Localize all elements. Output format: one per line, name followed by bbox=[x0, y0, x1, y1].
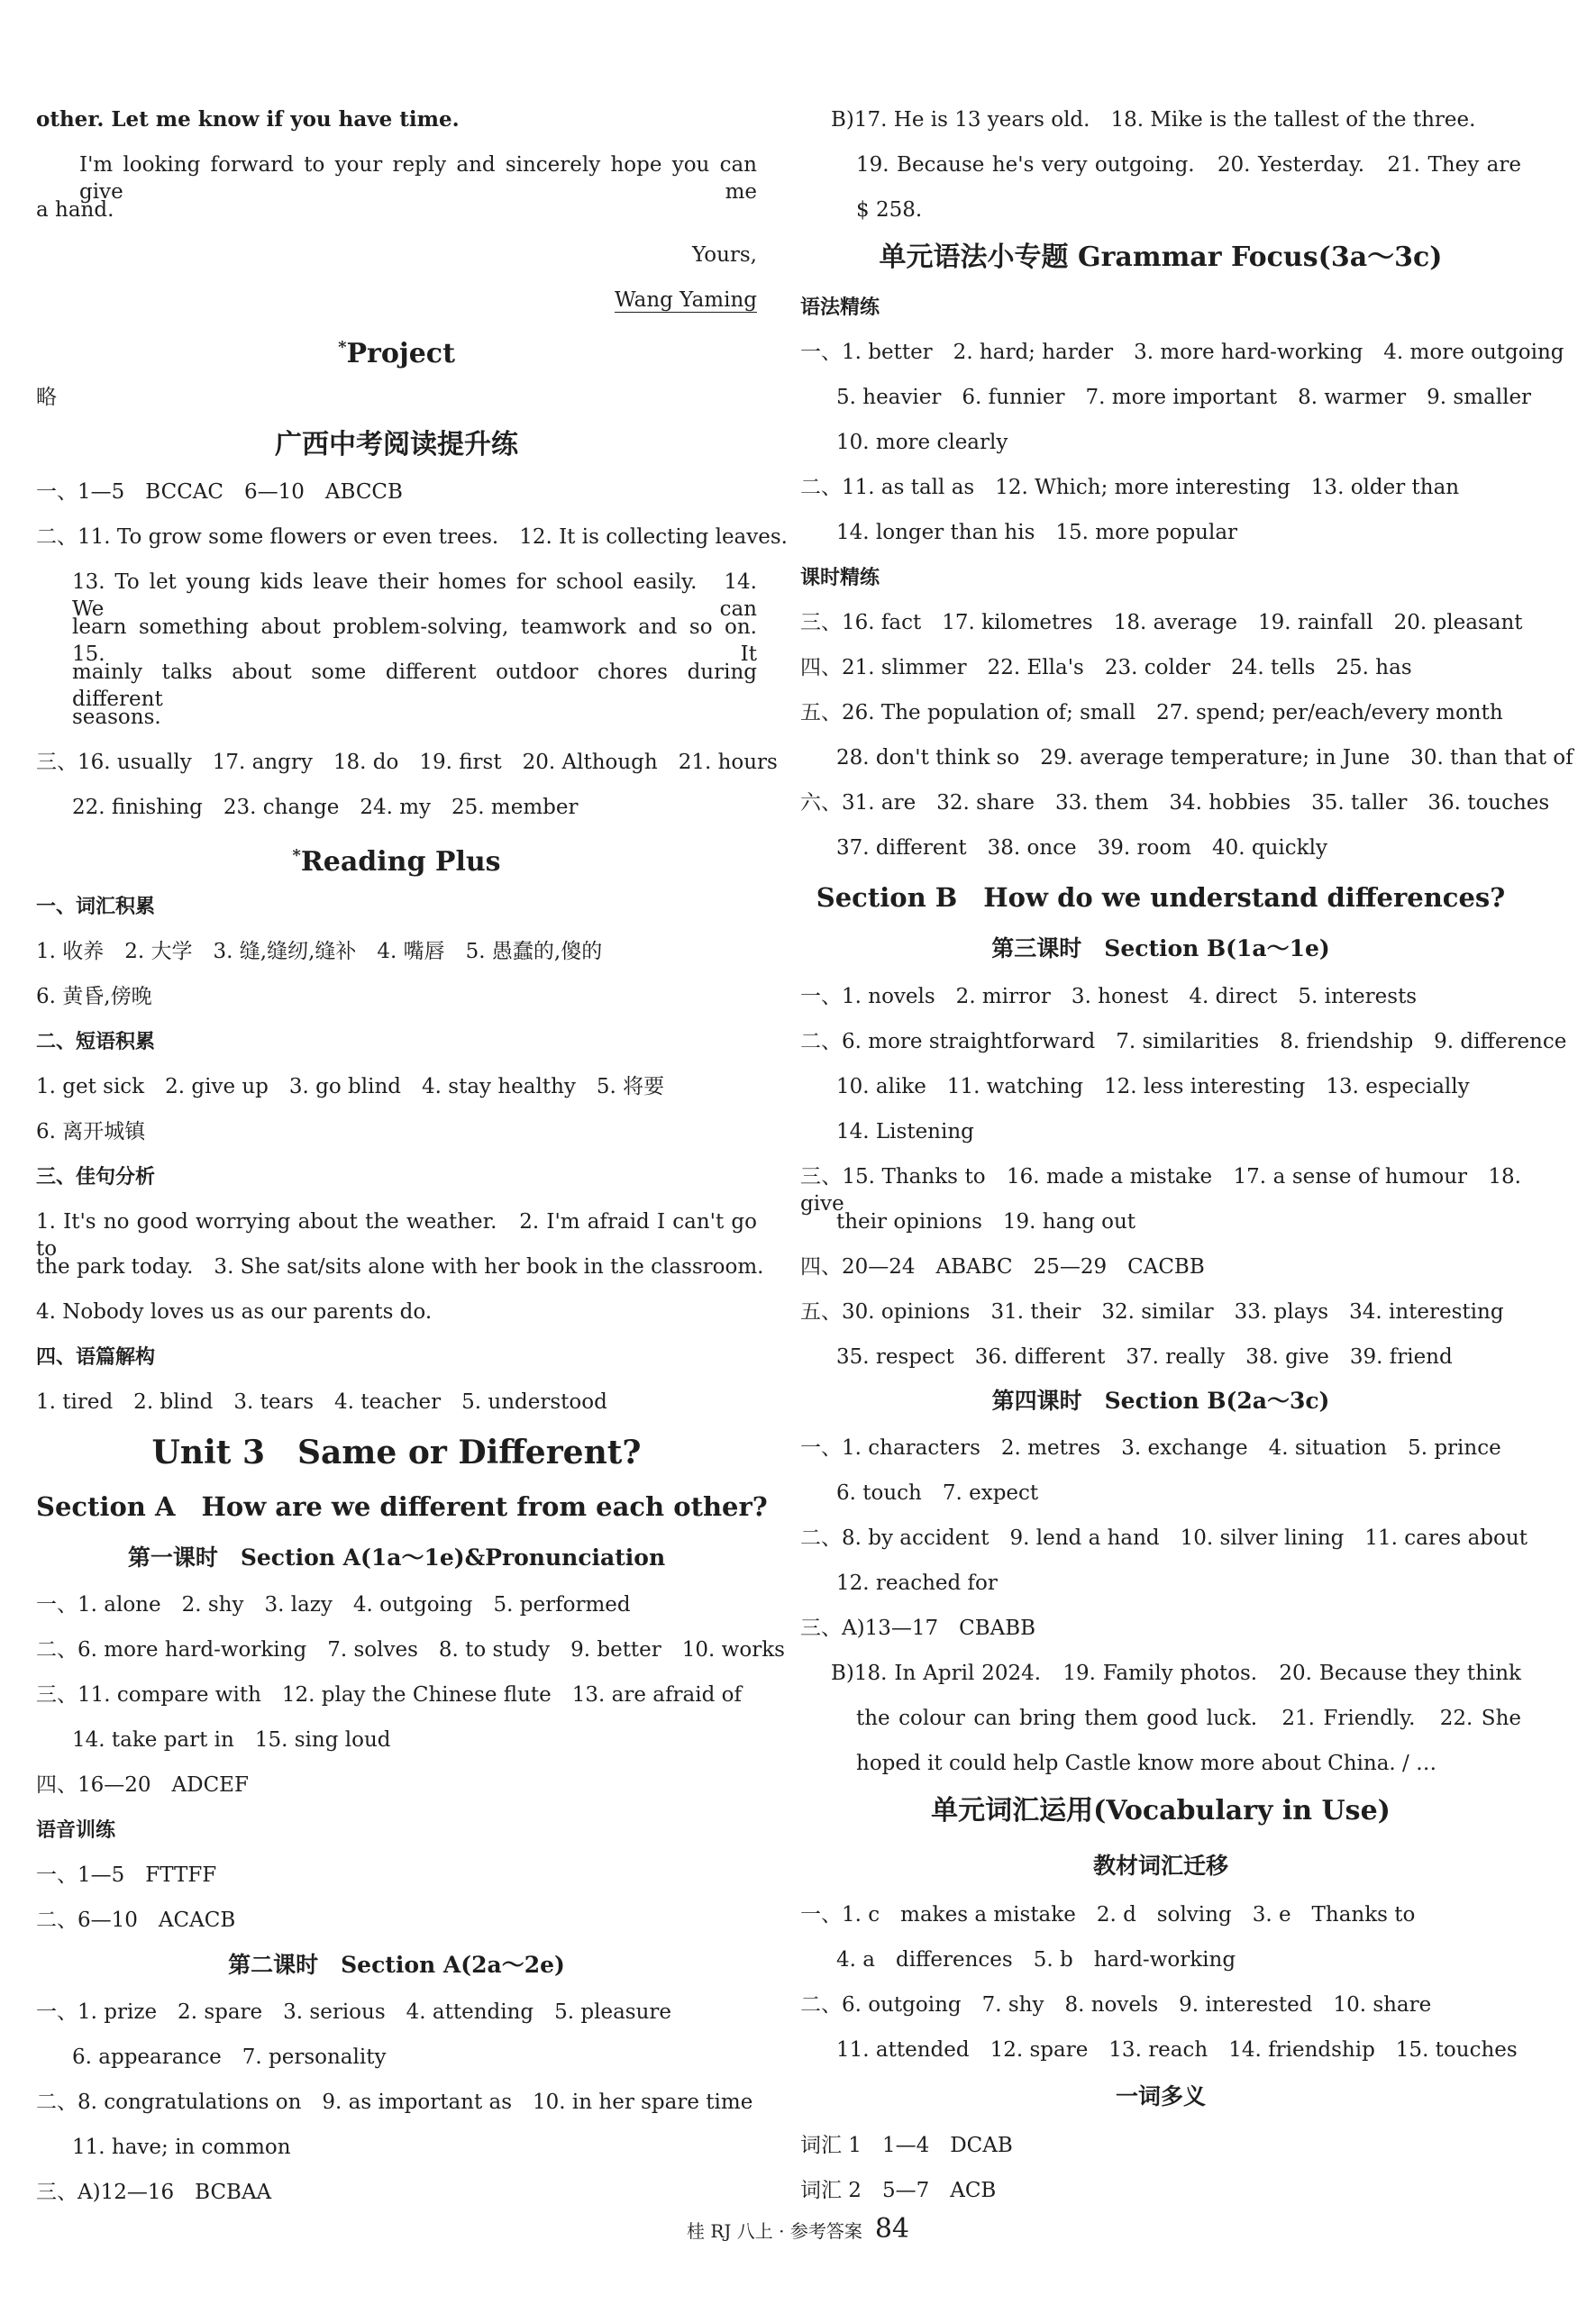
footer-text: 桂 RJ 八上 · 参考答案 bbox=[686, 2220, 862, 2242]
answer-line: the colour can bring them good luck. 21. Friendly. 22. She bbox=[856, 1707, 1521, 1730]
answer-line: 二、6. outgoing 7. shy 8. novels 9. interested 10. share bbox=[800, 1993, 1432, 2017]
letter-line: other. Let me know if you have time. bbox=[36, 107, 460, 132]
subsection-label: 语音训练 bbox=[36, 1818, 116, 1842]
reading-plus-heading: *Reading Plus bbox=[292, 846, 501, 878]
letter-signature: Wang Yaming bbox=[614, 288, 757, 312]
answer-line: 35. respect 36. different 37. really 38. give 39. friend bbox=[836, 1345, 1453, 1369]
answer-line: 四、20—24 ABABC 25—29 CACBB bbox=[800, 1255, 1205, 1279]
answer-line: mainly talks about some different outdoor chores during different bbox=[72, 660, 757, 711]
answer-line: 28. don't think so 29. average temperature; in June 30. than that of bbox=[836, 746, 1573, 770]
answer-line: 二、8. congratulations on 9. as important as 10. in her spare time bbox=[36, 2091, 753, 2114]
answer-line: 1. 收养 2. 大学 3. 缝,缝纫,缝补 4. 嘴唇 5. 愚蠢的,傻的 bbox=[36, 940, 603, 963]
unit-title: Unit 3 Same or Different? bbox=[151, 1434, 642, 1471]
answer-line: 14. longer than his 15. more popular bbox=[836, 521, 1238, 544]
answer-line: 一、1. prize 2. spare 3. serious 4. attending 5. pleasure bbox=[36, 2000, 672, 2024]
answer-line: 五、30. opinions 31. their 32. similar 33. plays 34. interesting bbox=[800, 1300, 1504, 1324]
answer-line: 三、15. Thanks to 16. made a mistake 17. a sense of humour 18. give bbox=[800, 1165, 1521, 1216]
answer-line: 三、A)12—16 BCBAA bbox=[36, 2181, 272, 2204]
lesson-heading: 第二课时 Section A(2a～2e) bbox=[228, 1952, 565, 1978]
answer-line: seasons. bbox=[72, 706, 161, 729]
answer-line: their opinions 19. hang out bbox=[836, 1210, 1136, 1234]
answer-line: 11. have; in common bbox=[72, 2136, 291, 2159]
answer-line: 6. 离开城镇 bbox=[36, 1120, 146, 1143]
project-body: 略 bbox=[36, 386, 57, 409]
answer-line: 二、6. more straightforward 7. similarities 8. friendship 9. difference bbox=[800, 1030, 1567, 1053]
page-footer bbox=[0, 2213, 1596, 2245]
polysemy-heading: 一词多义 bbox=[1115, 2083, 1206, 2109]
letter-line: a hand. bbox=[36, 198, 114, 222]
grammar-heading: 单元语法小专题 Grammar Focus(3a～3c) bbox=[879, 241, 1443, 273]
answer-line: 一、1. alone 2. shy 3. lazy 4. outgoing 5. performed bbox=[36, 1593, 631, 1617]
answer-line: 二、11. as tall as 12. Which; more interesting 13. older than bbox=[800, 476, 1460, 499]
lesson-heading: 第三课时 Section B(1a～1e) bbox=[991, 935, 1330, 961]
answer-line: 11. attended 12. spare 13. reach 14. friendship 15. touches bbox=[836, 2038, 1518, 2062]
answer-line: 22. finishing 23. change 24. my 25. member bbox=[72, 796, 579, 819]
answer-line: 10. alike 11. watching 12. less interesting 13. especially bbox=[836, 1075, 1470, 1098]
answer-line: 10. more clearly bbox=[836, 431, 1008, 454]
answer-line: 1. get sick 2. give up 3. go blind 4. stay healthy 5. 将要 bbox=[36, 1075, 665, 1098]
answer-line: 13. To let young kids leave their homes for school easily. 14. We can bbox=[72, 570, 757, 621]
vocab-subheading: 教材词汇迁移 bbox=[1092, 1853, 1228, 1879]
answer-line: hoped it could help Castle know more about China. / … bbox=[856, 1752, 1437, 1775]
answer-line: the park today. 3. She sat/sits alone with her book in the classroom. bbox=[36, 1255, 764, 1279]
answer-line: 二、6. more hard-working 7. solves 8. to study 9. better 10. works bbox=[36, 1638, 785, 1662]
subsection-label: 二、短语积累 bbox=[36, 1030, 156, 1053]
answer-line: 14. Listening bbox=[836, 1120, 974, 1143]
answer-line: 四、21. slimmer 22. Ella's 23. colder 24. tells 25. has bbox=[800, 656, 1412, 679]
section-a-title: Section A How are we different from each other? bbox=[36, 1491, 768, 1522]
answer-line: 五、26. The population of; small 27. spend; per/each/every month bbox=[800, 701, 1503, 724]
answer-line: 四、16—20 ADCEF bbox=[36, 1773, 249, 1797]
answer-line: 一、1. characters 2. metres 3. exchange 4. situation 5. prince bbox=[800, 1436, 1501, 1460]
subsection-label: 三、佳句分析 bbox=[36, 1165, 156, 1189]
answer-line: 6. appearance 7. personality bbox=[72, 2045, 387, 2069]
answer-line: 六、31. are 32. share 33. them 34. hobbies 35. taller 36. touches bbox=[800, 791, 1550, 815]
subsection-label: 四、语篇解构 bbox=[36, 1345, 156, 1369]
gx-heading: 广西中考阅读提升练 bbox=[275, 429, 518, 460]
answer-line: 词汇 1 1—4 DCAB bbox=[800, 2134, 1013, 2157]
answer-line: 12. reached for bbox=[836, 1572, 998, 1595]
answer-line: 三、11. compare with 12. play the Chinese flute 13. are afraid of bbox=[36, 1683, 742, 1707]
vocab-heading: 单元词汇运用(Vocabulary in Use) bbox=[931, 1795, 1391, 1827]
answer-line: 一、1—5 FTTFF bbox=[36, 1863, 217, 1887]
project-heading: *Project bbox=[338, 338, 455, 369]
answer-line: 5. heavier 6. funnier 7. more important 8. warmer 9. smaller bbox=[836, 386, 1532, 409]
letter-closing: Yours, bbox=[692, 243, 757, 267]
answer-line: 1. tired 2. blind 3. tears 4. teacher 5. understood bbox=[36, 1390, 607, 1414]
answer-line: 二、8. by accident 9. lend a hand 10. silver lining 11. cares about bbox=[800, 1526, 1528, 1550]
answer-line: 6. 黄昏,傍晚 bbox=[36, 985, 152, 1008]
answer-line: 14. take part in 15. sing loud bbox=[72, 1728, 391, 1752]
answer-line: $ 258. bbox=[856, 198, 923, 222]
section-b-title: Section B How do we understand differences? bbox=[816, 882, 1506, 913]
answer-line: 一、1. novels 2. mirror 3. honest 4. direct 5. interests bbox=[800, 985, 1418, 1008]
answer-line: B)17. He is 13 years old. 18. Mike is the tallest of the three. bbox=[831, 108, 1476, 132]
answer-line: 4. Nobody loves us as our parents do. bbox=[36, 1300, 433, 1324]
subsection-label: 一、词汇积累 bbox=[36, 895, 156, 918]
page-number: 84 bbox=[874, 2213, 910, 2245]
answer-line: 19. Because he's very outgoing. 20. Yesterday. 21. They are bbox=[856, 153, 1521, 177]
lesson-heading: 第四课时 Section B(2a～3c) bbox=[991, 1388, 1330, 1414]
letter-line: I'm looking forward to your reply and sincerely hope you can give me bbox=[79, 153, 757, 204]
answer-line: 37. different 38. once 39. room 40. quickly bbox=[836, 836, 1327, 860]
answer-line: 三、A)13—17 CBABB bbox=[800, 1617, 1036, 1640]
answer-line: 二、11. To grow some flowers or even trees. 12. It is collecting leaves. bbox=[36, 525, 788, 549]
answer-line: 二、6—10 ACACB bbox=[36, 1909, 236, 1932]
answer-line: B)18. In April 2024. 19. Family photos. 20. Because they think bbox=[831, 1662, 1521, 1685]
answer-line: 三、16. fact 17. kilometres 18. average 19. rainfall 20. pleasant bbox=[800, 611, 1523, 634]
answer-line: 一、1. c makes a mistake 2. d solving 3. e Thanks to bbox=[800, 1903, 1416, 1927]
subsection-label: 课时精练 bbox=[800, 566, 880, 589]
answer-line: 三、16. usually 17. angry 18. do 19. first 20. Although 21. hours bbox=[36, 751, 778, 774]
answer-line: 4. a differences 5. b hard-working bbox=[836, 1948, 1236, 1972]
subsection-label: 语法精练 bbox=[800, 296, 880, 319]
answer-line: 一、1. better 2. hard; harder 3. more hard-working 4. more outgoing bbox=[800, 341, 1564, 364]
answer-line: 1. It's no good worrying about the weather. 2. I'm afraid I can't go to bbox=[36, 1210, 757, 1261]
answer-line: 6. touch 7. expect bbox=[836, 1481, 1039, 1505]
answer-line: learn something about problem-solving, teamwork and so on. 15. It bbox=[72, 615, 778, 666]
lesson-heading: 第一课时 Section A(1a～1e)&Pronunciation bbox=[127, 1544, 666, 1571]
answer-line: 一、1—5 BCCAC 6—10 ABCCB bbox=[36, 480, 403, 504]
answer-line: 词汇 2 5—7 ACB bbox=[800, 2179, 997, 2202]
